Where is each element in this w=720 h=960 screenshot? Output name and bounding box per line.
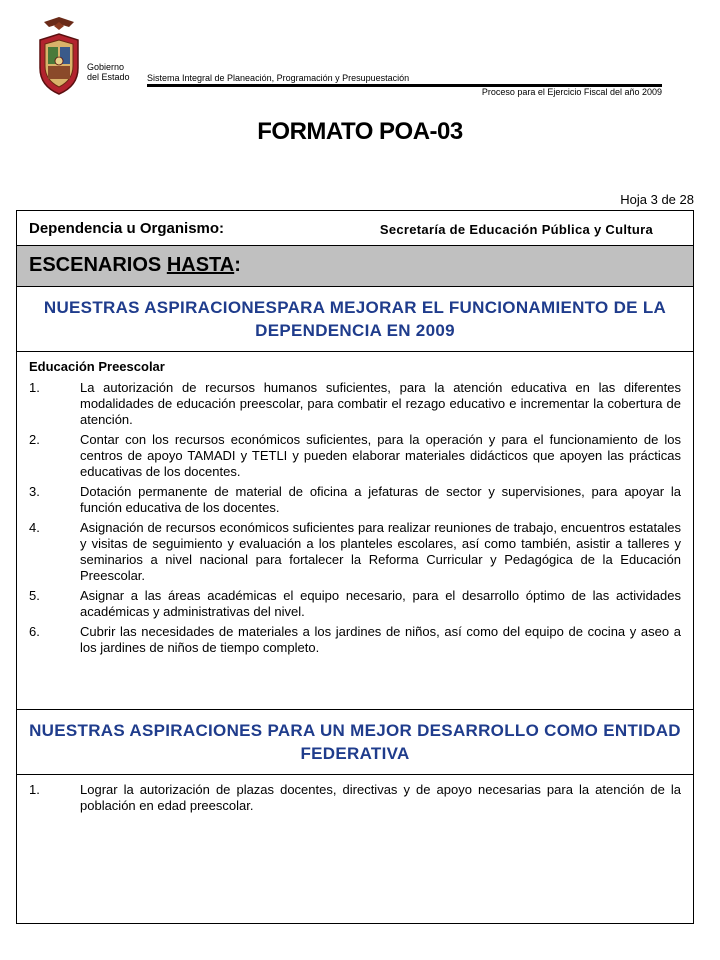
item-number: 3.	[29, 484, 40, 499]
list-item	[29, 520, 681, 584]
aspirations-development-heading: NUESTRAS ASPIRACIONES PARA UN MEJOR DESARROLLO COMO ENTIDAD FEDERATIVA	[17, 710, 693, 775]
list-item	[29, 432, 681, 480]
del-estado-line: del Estado	[87, 72, 130, 82]
item-number: 6.	[29, 624, 40, 639]
item-text: Lograr la autorización de plazas docentes, directivas y de apoyo necesarias para la atención de la población en edad preescolar.	[80, 782, 681, 813]
development-section	[17, 775, 693, 814]
list-item	[29, 782, 681, 814]
scenarios-prefix: ESCENARIOS	[29, 254, 167, 276]
page-counter: Hoja 3 de 28	[620, 192, 694, 207]
aspirations-functioning-heading: NUESTRAS ASPIRACIONESPARA MEJORAR EL FUNCIONAMIENTO DE LA DEPENDENCIA EN 2009	[17, 287, 693, 352]
scenarios-underlined: HASTA	[166, 254, 235, 276]
item-number: 5.	[29, 588, 40, 603]
gobierno-line: Gobierno	[87, 62, 125, 72]
dependency-value: Secretaría de Educación Pública y Cultura	[379, 222, 653, 237]
state-coat-of-arms-icon	[36, 16, 82, 96]
item-text: La autorización de recursos humanos suficientes, para la atención educativa en las diferentes modalidades de educación preescolar, para combatir el rezago educativo e incrementar la cobertura de atención.	[80, 380, 681, 427]
preschool-section	[17, 352, 693, 710]
list-item	[29, 588, 681, 620]
preschool-title: Educación Preescolar	[29, 359, 165, 374]
gobierno-del-estado-label	[87, 62, 130, 82]
list-item	[29, 484, 681, 516]
dependency-label: Dependencia u Organismo:	[29, 220, 225, 237]
scenarios-heading	[29, 254, 241, 277]
system-name: Sistema Integral de Planeación, Programación y Presupuestación	[147, 73, 410, 83]
page-title: FORMATO POA-03	[257, 118, 463, 145]
scenarios-suffix: :	[234, 254, 241, 276]
item-text: Asignación de recursos económicos suficientes para realizar reuniones de trabajo, encuentros estatales y visitas de seguimiento y evaluación a los planteles escolares, así como también, asistir a talleres y seminarios a nivel nacional para fortalecer la Reforma Curricular y Pedagógica de la Educación Preescolar.	[80, 520, 681, 583]
item-text: Asignar a las áreas académicas el equipo necesario, para el desarrollo óptimo de las actividades académicas y administrativas del nivel.	[80, 588, 681, 619]
scenarios-row	[17, 246, 693, 287]
item-number: 1.	[29, 782, 40, 797]
item-text: Dotación permanente de material de oficina a jefaturas de sector y supervisiones, para apoyar la función educativa de los docentes.	[80, 484, 681, 515]
poa-form-table	[16, 210, 694, 924]
item-text: Cubrir las necesidades de materiales a los jardines de niños, así como del equipo de cocina y aseo a los jardines de niños de tiempo completo.	[80, 624, 681, 655]
item-number: 1.	[29, 380, 40, 395]
item-number: 4.	[29, 520, 40, 535]
list-item	[29, 624, 681, 656]
dependency-row	[17, 211, 693, 246]
fiscal-process-label: Proceso para el Ejercicio Fiscal del año 2009	[481, 87, 662, 97]
list-item	[29, 380, 681, 428]
item-number: 2.	[29, 432, 40, 447]
item-text: Contar con los recursos económicos suficientes, para la operación y para el funcionamiento de los centros de apoyo TAMADI y TETLI y pueden elaborar materiales didácticos que apoyen las prácticas educativas de los docentes.	[80, 432, 681, 479]
